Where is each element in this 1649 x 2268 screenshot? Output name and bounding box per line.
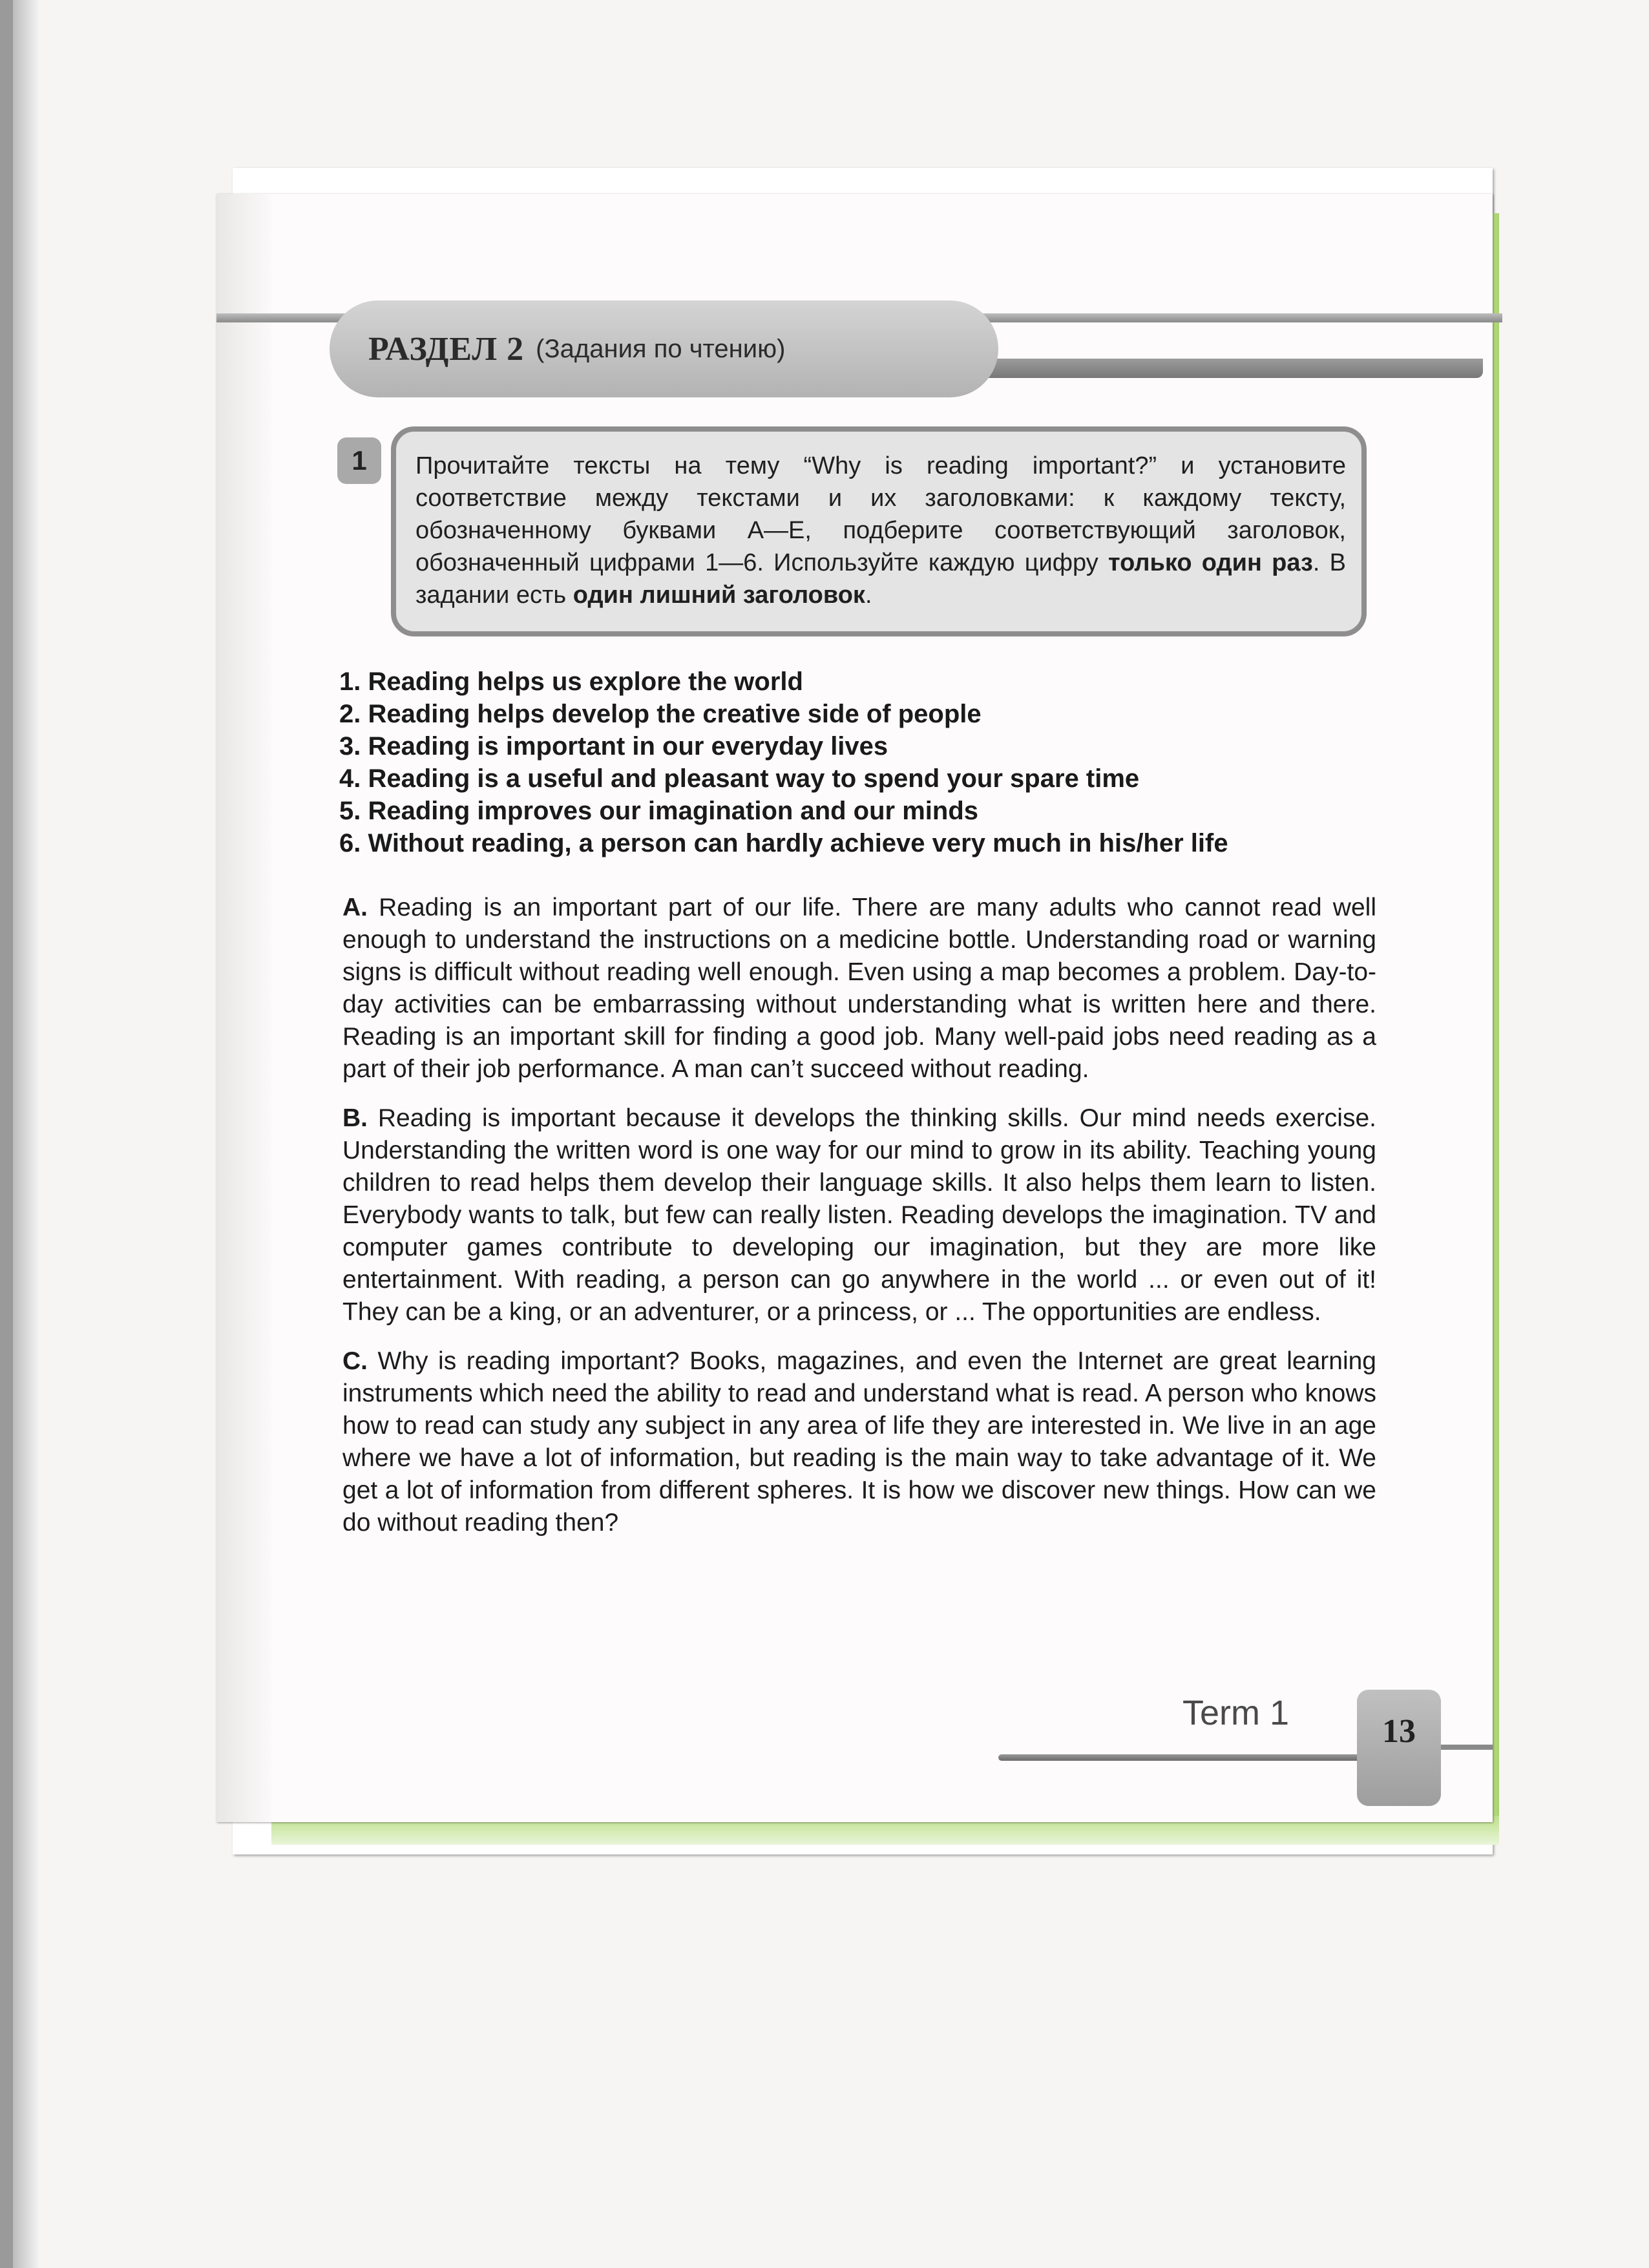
text-body: Reading is an important part of our life. There are many adults who cannot read well enough to understand the instructions on a medicine bottle. Understanding road or warning signs is difficult without reading well enough. Even using a map becomes a problem. Day-to-day activities can be embarrassing without understanding what is written here and there. Reading is an important skill for finding a good job. Many well-paid jobs need reading as a part of their job performance. A man can’t succeed without reading. bbox=[342, 894, 1376, 1083]
page-number: 13 bbox=[1382, 1713, 1416, 1750]
reading-texts bbox=[342, 892, 1376, 1556]
heading-item: 6. Without reading, a person can hardly achieve very much in his/her life bbox=[339, 829, 1228, 857]
footer-rule-right bbox=[1441, 1745, 1493, 1750]
task-number-badge: 1 bbox=[337, 437, 381, 484]
heading-item: 3. Reading is important in our everyday lives bbox=[339, 732, 888, 761]
text-paragraph-c bbox=[342, 1345, 1376, 1539]
scanner-edge bbox=[0, 0, 13, 2268]
headings-list bbox=[339, 666, 1386, 859]
text-body: Reading is important because it develops the thinking skills. Our mind needs exercise. Understanding the written word is one way for our mind to grow in its ability. Teaching young children to read helps them develop their language skills. It also helps them learn to listen. Everybody wants to talk, but few can really listen. Reading develops the imagination. TV and computer games contribute to developing our imagination, but they are more like entertainment. With reading, a person can go anywhere in the world ... or even out of it! They can be a king, or an adventurer, or a princess, or ... The opportunities are endless. bbox=[342, 1104, 1376, 1326]
text-letter: C. bbox=[342, 1347, 368, 1375]
instruction-text: . В задании есть bbox=[415, 549, 1346, 609]
footer-rule bbox=[998, 1754, 1360, 1761]
text-paragraph-b bbox=[342, 1102, 1376, 1328]
text-letter: B. bbox=[342, 1104, 368, 1132]
instruction-emphasis: только один раз bbox=[1108, 549, 1313, 576]
header-bar bbox=[979, 359, 1483, 378]
page-spine-shadow bbox=[216, 194, 271, 1822]
heading-item: 4. Reading is a useful and pleasant way to spend your spare time bbox=[339, 764, 1140, 793]
task-instruction-box bbox=[391, 426, 1367, 636]
heading-item: 1. Reading helps us explore the world bbox=[339, 667, 803, 696]
instruction-emphasis: один лишний заголовок bbox=[572, 582, 865, 609]
scanner-shadow bbox=[13, 0, 39, 2268]
text-body: Why is reading important? Books, magazines, and even the Internet are great learning instruments which need the ability to read and understand what is read. A person who knows how to read can study any subject in any area of life they are interested in. We live in an age where we have a lot of information, but reading is the main way to take advantage of it. We get a lot of information from different spheres. It is how we discover new things. How can we do without reading then? bbox=[342, 1347, 1376, 1537]
instruction-text: Прочитайте тексты на тему “Why is reading important?” и установите соответствие между текстами и их заголовками: к каждому тексту, обозначенному буквами A—E, подберите соответствующий заголовок, обозначенный цифрами 1—6. Используйте каждую цифру bbox=[415, 452, 1346, 576]
section-title: РАЗДЕЛ 2 bbox=[368, 330, 525, 368]
heading-item: 5. Reading improves our imagination and our minds bbox=[339, 797, 979, 825]
section-subtitle: (Задания по чтению) bbox=[536, 334, 786, 363]
heading-item: 2. Reading helps develop the creative side of people bbox=[339, 700, 982, 728]
footer-term-label: Term 1 bbox=[1182, 1694, 1290, 1732]
section-header bbox=[330, 300, 998, 397]
text-paragraph-a bbox=[342, 892, 1376, 1086]
text-letter: A. bbox=[342, 894, 368, 921]
instruction-text: . bbox=[865, 582, 872, 609]
